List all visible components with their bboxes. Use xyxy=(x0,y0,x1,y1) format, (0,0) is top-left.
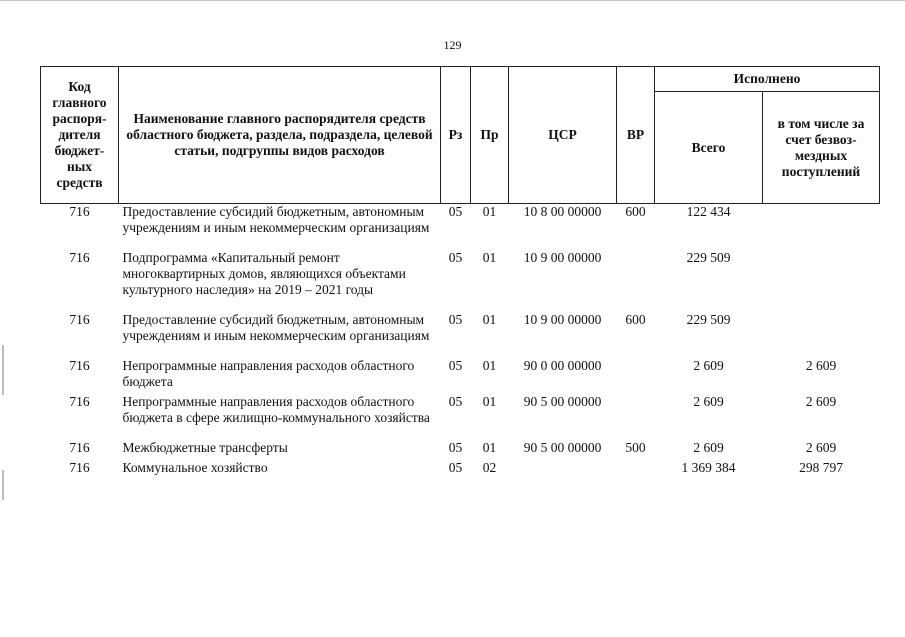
page-top-edge xyxy=(0,0,905,1)
cell-pr: 02 xyxy=(482,460,497,475)
cell-free xyxy=(763,250,880,312)
cell-total: 229 509 xyxy=(686,312,731,327)
cell-vr: 500 xyxy=(625,440,646,455)
scan-edge-mark xyxy=(2,345,4,395)
cell-csr: 90 0 00 00000 xyxy=(523,358,602,373)
cell-name: Предоставление субсидий бюджетным, автономным учреждениям и иным некоммерческим организациям xyxy=(122,204,430,235)
cell-rz: 05 xyxy=(448,394,463,409)
cell-csr: 90 5 00 00000 xyxy=(523,394,602,409)
header-code: Код главного распоря-дителя бюджет-ных средств xyxy=(41,67,119,204)
scan-edge-mark xyxy=(2,470,4,500)
header-csr: ЦСР xyxy=(509,67,617,204)
cell-vr: 600 xyxy=(625,312,646,327)
header-name: Наименование главного распорядителя средств областного бюджета, раздела, подраздела, целевой статьи, подгруппы видов расходов xyxy=(119,67,441,204)
cell-pr: 01 xyxy=(482,394,497,409)
cell-vr: 600 xyxy=(625,204,646,219)
cell-vr xyxy=(617,358,655,394)
cell-total: 2 609 xyxy=(693,358,724,373)
header-pr: Пр xyxy=(471,67,509,204)
cell-pr: 01 xyxy=(482,358,497,373)
cell-name: Межбюджетные трансферты xyxy=(122,440,288,455)
cell-name: Непрограммные направления расходов областного бюджета в сфере жилищно-коммунального хозяйства xyxy=(122,394,430,425)
cell-name: Непрограммные направления расходов областного бюджета xyxy=(122,358,415,389)
header-free: в том числе за счет безвоз-мездных поступлений xyxy=(763,92,880,204)
cell-total: 2 609 xyxy=(693,394,724,409)
table-row xyxy=(41,358,880,394)
cell-free xyxy=(763,204,880,251)
cell-code: 716 xyxy=(69,440,90,455)
cell-code: 716 xyxy=(69,394,90,409)
table-row xyxy=(41,204,880,251)
cell-code: 716 xyxy=(69,204,90,219)
budget-execution-table xyxy=(40,66,880,476)
cell-csr: 10 9 00 00000 xyxy=(523,250,602,265)
cell-name: Предоставление субсидий бюджетным, автономным учреждениям и иным некоммерческим организациям xyxy=(122,312,430,343)
cell-name: Подпрограмма «Капитальный ремонт многоквартирных домов, являющихся объектами культурного наследия» на 2019 – 2021 годы xyxy=(122,250,406,297)
cell-rz: 05 xyxy=(448,250,463,265)
cell-csr xyxy=(509,460,617,476)
cell-pr: 01 xyxy=(482,204,497,219)
cell-free: 2 609 xyxy=(805,394,837,409)
cell-free xyxy=(763,312,880,358)
table-row xyxy=(41,460,880,476)
cell-pr: 01 xyxy=(482,312,497,327)
cell-total: 1 369 384 xyxy=(681,460,736,475)
cell-name: Коммунальное хозяйство xyxy=(122,460,268,475)
cell-pr: 01 xyxy=(482,440,497,455)
header-executed: Исполнено xyxy=(655,67,880,92)
cell-rz: 05 xyxy=(448,312,463,327)
header-total: Всего xyxy=(655,92,763,204)
cell-free: 2 609 xyxy=(805,440,837,455)
cell-vr xyxy=(617,250,655,312)
page-number: 129 xyxy=(443,38,462,52)
cell-free: 2 609 xyxy=(805,358,837,373)
cell-code: 716 xyxy=(69,358,90,373)
cell-code: 716 xyxy=(69,460,90,475)
header-vr: ВР xyxy=(617,67,655,204)
cell-total: 122 434 xyxy=(686,204,731,219)
table-row xyxy=(41,440,880,460)
cell-csr: 90 5 00 00000 xyxy=(523,440,602,455)
cell-rz: 05 xyxy=(448,358,463,373)
header-rz: Рз xyxy=(441,67,471,204)
cell-code: 716 xyxy=(69,250,90,265)
cell-rz: 05 xyxy=(448,204,463,219)
cell-rz: 05 xyxy=(448,440,463,455)
cell-vr xyxy=(617,460,655,476)
cell-rz: 05 xyxy=(448,460,463,475)
cell-free: 298 797 xyxy=(799,460,843,475)
cell-code: 716 xyxy=(69,312,90,327)
cell-total: 2 609 xyxy=(693,440,724,455)
table-row xyxy=(41,250,880,312)
table-row xyxy=(41,312,880,358)
cell-total: 229 509 xyxy=(686,250,731,265)
cell-pr: 01 xyxy=(482,250,497,265)
cell-csr: 10 9 00 00000 xyxy=(523,312,602,327)
table-row xyxy=(41,394,880,440)
cell-csr: 10 8 00 00000 xyxy=(523,204,602,219)
cell-vr xyxy=(617,394,655,440)
